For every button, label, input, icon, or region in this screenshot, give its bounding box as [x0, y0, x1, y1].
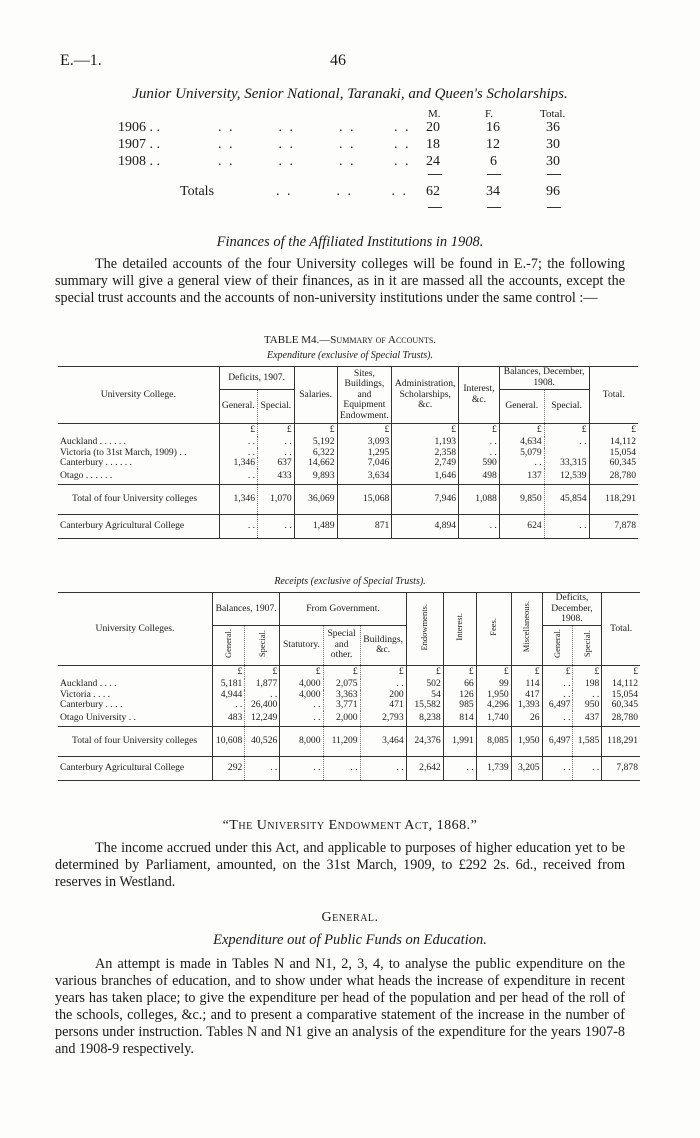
cell: . .	[459, 437, 500, 448]
cell: . .	[219, 469, 257, 485]
scholarships-header-f: F.	[485, 108, 493, 120]
endowment-act-heading: “The University Endowment Act, 1868.”	[222, 818, 478, 833]
cell: 5,192	[294, 437, 337, 448]
currency-symbol: £	[406, 665, 443, 679]
cell: . .	[443, 757, 476, 781]
cell: 1,295	[337, 448, 392, 459]
currency-row	[58, 665, 640, 679]
header-sites: Sites, Buildings, and Equipment Endowment.	[337, 367, 392, 423]
rule	[428, 174, 442, 175]
cell: . .	[459, 515, 500, 539]
cell: . .	[544, 515, 589, 539]
total-row	[58, 727, 640, 757]
expenditure-table	[58, 367, 638, 539]
finances-heading: Finances of the Affiliated Institutions in 1908.	[216, 234, 484, 250]
cell: 985	[443, 700, 476, 711]
cell: 36,069	[294, 485, 337, 515]
currency-symbol: £	[219, 423, 257, 437]
header-misc: Miscellaneous.	[521, 601, 532, 653]
table-row	[118, 120, 578, 136]
receipts-table	[58, 593, 640, 781]
cell: 200	[360, 690, 406, 701]
currency-symbol: £	[544, 423, 589, 437]
cell: 45,854	[544, 485, 589, 515]
header-total: Total.	[589, 367, 638, 423]
cell: 11,209	[323, 727, 360, 757]
currency-symbol: £	[499, 423, 544, 437]
header-interest: Interest.	[454, 613, 465, 641]
row-f: 12	[486, 137, 500, 152]
row-label: Total of four University colleges	[58, 485, 219, 515]
cell: . .	[245, 757, 280, 781]
cell: 6,497	[542, 727, 573, 757]
row-label: Canterbury . . . . . .	[60, 457, 132, 468]
cell: 1,950	[476, 690, 511, 701]
cell: 6,322	[294, 448, 337, 459]
cell: 54	[406, 690, 443, 701]
table-row	[58, 469, 638, 485]
totals-f: 34	[486, 184, 500, 199]
currency-row	[58, 423, 638, 437]
currency-symbol: £	[459, 423, 500, 437]
scholarships-title: Junior University, Senior National, Taranaki, and Queen's Scholarships.	[132, 86, 568, 102]
row-label: Total of four University colleges	[58, 727, 212, 757]
cell: 114	[511, 679, 542, 690]
cell: . .	[219, 448, 257, 459]
cell: 1,489	[294, 515, 337, 539]
page-number: 46	[330, 52, 346, 69]
rule	[487, 207, 501, 208]
cell: 9,850	[499, 485, 544, 515]
row-label: Auckland . . . .	[60, 678, 117, 689]
row-label: Otago . . . . . .	[60, 470, 113, 481]
cell: 4,000	[280, 690, 323, 701]
cell: 1,739	[476, 757, 511, 781]
row-year: 1906 . .	[118, 120, 160, 135]
totals-row	[118, 184, 578, 200]
cell: 26,400	[245, 700, 280, 711]
currency-symbol: £	[476, 665, 511, 679]
cell: 28,780	[589, 469, 638, 485]
header-admin: Administration, Scholarships, &c.	[392, 367, 459, 423]
cell: . .	[280, 700, 323, 711]
cell: 8,000	[280, 727, 323, 757]
row-year: 1908 . .	[118, 154, 160, 169]
header-special-other: Special and other.	[323, 625, 360, 665]
rule	[428, 207, 442, 208]
cell: 1,877	[245, 679, 280, 690]
currency-symbol: £	[573, 665, 602, 679]
currency-symbol: £	[542, 665, 573, 679]
table-m4-title: TABLE M4.—Summary of Accounts.	[263, 334, 437, 346]
scholarships-header-m: M.	[428, 108, 441, 120]
cell: 198	[573, 679, 602, 690]
cell: . .	[544, 437, 589, 448]
cell: 292	[212, 757, 244, 781]
cell: 4,000	[280, 679, 323, 690]
header-balances: Balances, 1907.	[212, 593, 279, 625]
currency-symbol: £	[392, 423, 459, 437]
scholarships-header-total: Total.	[540, 108, 566, 120]
cell: 8,238	[406, 711, 443, 727]
cell: 137	[499, 469, 544, 485]
cell: . .	[212, 700, 244, 711]
header-balances: Balances, December, 1908.	[499, 367, 589, 389]
cell: 66	[443, 679, 476, 690]
cell: 4,944	[212, 690, 244, 701]
cell: . .	[499, 458, 544, 469]
cell: 60,345	[602, 700, 640, 711]
general-paragraph: An attempt is made in Tables N and N1, 2, 3, 4, to analyse the public expenditure on the various branches of education, and to show under what heads the increase of expenditure in recent years has taken place; to give the expenditure per head of the population and per head of the roll of the schools, colleges, &c.; and to present a comparative statement of the increase in the number of persons under instruction. Tables N and N1 give an analysis of the expenditure for the years 1907-8 and 1908-9 respectively.	[55, 956, 625, 1057]
cell: 2,000	[323, 711, 360, 727]
cell: 1,346	[219, 458, 257, 469]
cell: 9,893	[294, 469, 337, 485]
cell: 7,878	[602, 757, 640, 781]
rule	[547, 207, 561, 208]
currency-symbol: £	[212, 665, 244, 679]
header-balance-special: Special.	[544, 389, 589, 423]
cell: 10,608	[212, 727, 244, 757]
row-f: 16	[486, 120, 500, 135]
cell: 12,249	[245, 711, 280, 727]
cell: 417	[511, 690, 542, 701]
cell: 15,054	[602, 690, 640, 701]
cell: 498	[459, 469, 500, 485]
cell: 4,296	[476, 700, 511, 711]
agricultural-row	[58, 515, 638, 539]
currency-symbol: £	[360, 665, 406, 679]
row-m: 24	[426, 154, 440, 169]
leader-dots: . . . . . .	[276, 184, 408, 199]
table-row	[58, 448, 638, 459]
row-total: 30	[546, 154, 560, 169]
cell: 2,642	[406, 757, 443, 781]
cell: 5,181	[212, 679, 244, 690]
totals-total: 96	[546, 184, 560, 199]
cell: . .	[258, 448, 295, 459]
leader-dots: . . . . . . . .	[218, 137, 411, 152]
receipts-subtitle: Receipts (exclusive of Special Trusts).	[274, 576, 426, 587]
currency-symbol: £	[443, 665, 476, 679]
header-college: University College.	[100, 388, 176, 400]
cell: . .	[360, 757, 406, 781]
cell: . .	[219, 437, 257, 448]
header-fees: Fees.	[488, 618, 499, 636]
cell: 3,205	[511, 757, 542, 781]
currency-symbol: £	[323, 665, 360, 679]
general-subheading: Expenditure out of Public Funds on Education.	[213, 932, 487, 948]
document-reference: E.—1.	[60, 52, 102, 69]
row-label: Victoria . . . .	[60, 688, 111, 700]
cell: 12,539	[544, 469, 589, 485]
leader-dots: . . . . . . . .	[218, 154, 411, 169]
cell: 2,075	[323, 679, 360, 690]
currency-symbol: £	[602, 665, 640, 679]
header-deficit-special: Special.	[582, 629, 593, 657]
cell: 14,662	[294, 458, 337, 469]
header-interest: Interest, &c.	[459, 367, 500, 423]
table-row	[58, 700, 640, 711]
finances-paragraph: The detailed accounts of the four University colleges will be found in E.-7; the following summary will give a general view of their finances, as in it are massed all the accounts, except the special trust accounts and the accounts of non-university institutions under the same control :—	[55, 256, 625, 306]
row-label: Auckland . . . . . .	[60, 436, 127, 447]
header-endowments: Endowments.	[419, 603, 430, 651]
cell: . .	[459, 448, 500, 459]
totals-m: 62	[426, 184, 440, 199]
row-m: 18	[426, 137, 440, 152]
cell: . .	[542, 757, 573, 781]
cell: 14,112	[589, 437, 638, 448]
row-m: 20	[426, 120, 440, 135]
header-deficit-general: General.	[552, 628, 563, 658]
rule	[487, 174, 501, 175]
currency-symbol: £	[280, 665, 323, 679]
cell: 2,358	[392, 448, 459, 459]
cell: 118,291	[602, 727, 640, 757]
cell: 4,634	[499, 437, 544, 448]
cell: 814	[443, 711, 476, 727]
cell: 637	[258, 458, 295, 469]
header-general: General.	[219, 389, 257, 423]
cell: 3,093	[337, 437, 392, 448]
cell: 590	[459, 458, 500, 469]
currency-symbol: £	[589, 423, 638, 437]
currency-symbol: £	[294, 423, 337, 437]
currency-symbol: £	[511, 665, 542, 679]
cell: 3,464	[360, 727, 406, 757]
cell: 15,582	[406, 700, 443, 711]
total-row	[58, 485, 638, 515]
cell: 126	[443, 690, 476, 701]
cell: 483	[212, 711, 244, 727]
cell: 1,950	[511, 727, 542, 757]
cell: 3,363	[323, 690, 360, 701]
cell: 8,085	[476, 727, 511, 757]
cell: 1,585	[573, 727, 602, 757]
cell: 871	[337, 515, 392, 539]
table-row	[118, 154, 578, 170]
cell: 2,749	[392, 458, 459, 469]
header-statutory: Statutory.	[280, 625, 323, 665]
cell: . .	[280, 711, 323, 727]
table-m4-subtitle: Expenditure (exclusive of Special Trusts).	[267, 350, 433, 361]
cell: . .	[542, 690, 573, 701]
endowment-act-paragraph: The income accrued under this Act, and applicable to purposes of higher education yet to be determined by Parliament, amounted, on the 31st March, 1909, to £292 2s. 6d., received from reserves in Westland.	[55, 840, 625, 890]
cell: 7,046	[337, 458, 392, 469]
row-label: Canterbury Agricultural College	[58, 757, 212, 781]
header-special: Special.	[257, 629, 268, 657]
cell: 1,193	[392, 437, 459, 448]
table-row	[58, 679, 640, 690]
cell: . .	[573, 690, 602, 701]
header-balance-general: General.	[499, 389, 544, 423]
row-f: 6	[490, 154, 497, 169]
currency-symbol: £	[258, 423, 295, 437]
cell: 60,345	[589, 458, 638, 469]
cell: 15,068	[337, 485, 392, 515]
cell: . .	[542, 679, 573, 690]
header-government: From Government.	[280, 593, 406, 625]
cell: 6,497	[542, 700, 573, 711]
cell: 1,740	[476, 711, 511, 727]
cell: . .	[219, 515, 257, 539]
cell: 502	[406, 679, 443, 690]
header-total: Total.	[602, 593, 640, 665]
rule	[547, 174, 561, 175]
cell: . .	[323, 757, 360, 781]
cell: 624	[499, 515, 544, 539]
cell: . .	[258, 515, 295, 539]
general-heading: General.	[321, 910, 379, 925]
cell: 4,894	[392, 515, 459, 539]
cell: 1,393	[511, 700, 542, 711]
cell: 433	[258, 469, 295, 485]
currency-symbol: £	[337, 423, 392, 437]
cell: . .	[542, 711, 573, 727]
cell: 99	[476, 679, 511, 690]
cell: 7,946	[392, 485, 459, 515]
header-general: General.	[223, 628, 234, 658]
agricultural-row	[58, 757, 640, 781]
header-salaries: Salaries.	[294, 367, 337, 423]
cell: 33,315	[544, 458, 589, 469]
cell: 1,088	[459, 485, 500, 515]
cell: 1,346	[219, 485, 257, 515]
leader-dots: . . . . . . . .	[218, 120, 411, 135]
table-row	[118, 137, 578, 153]
header-college: University Colleges.	[95, 622, 175, 634]
cell: 40,526	[245, 727, 280, 757]
cell: 15,054	[589, 448, 638, 459]
row-total: 30	[546, 137, 560, 152]
cell: 3,634	[337, 469, 392, 485]
cell: 2,793	[360, 711, 406, 727]
row-total: 36	[546, 120, 560, 135]
cell: 7,878	[589, 515, 638, 539]
row-label: Canterbury Agricultural College	[58, 515, 219, 539]
row-year: 1907 . .	[118, 137, 160, 152]
cell: . .	[245, 690, 280, 701]
cell: 5,079	[499, 448, 544, 459]
cell: 1,991	[443, 727, 476, 757]
cell: 24,376	[406, 727, 443, 757]
cell: 118,291	[589, 485, 638, 515]
row-label: Victoria (to 31st March, 1909) . .	[60, 446, 187, 458]
currency-symbol: £	[245, 665, 280, 679]
cell: 3,771	[323, 700, 360, 711]
row-label: Otago University . .	[60, 712, 136, 723]
cell: 28,780	[602, 711, 640, 727]
header-special: Special.	[258, 389, 295, 423]
totals-label: Totals	[180, 184, 215, 199]
table-row	[58, 711, 640, 727]
table-row	[58, 437, 638, 448]
cell: 471	[360, 700, 406, 711]
cell: 1,646	[392, 469, 459, 485]
cell: . .	[573, 757, 602, 781]
cell: 1,070	[258, 485, 295, 515]
table-row	[58, 458, 638, 469]
header-buildings: Buildings, &c.	[360, 625, 406, 665]
cell: 14,112	[602, 679, 640, 690]
cell: . .	[258, 437, 295, 448]
cell: 437	[573, 711, 602, 727]
cell: 950	[573, 700, 602, 711]
header-deficits: Deficits, December, 1908.	[542, 593, 602, 625]
cell: . .	[360, 679, 406, 690]
header-deficits: Deficits, 1907.	[219, 367, 294, 389]
cell: . .	[280, 757, 323, 781]
row-label: Canterbury . . . .	[60, 699, 123, 710]
cell: 26	[511, 711, 542, 727]
